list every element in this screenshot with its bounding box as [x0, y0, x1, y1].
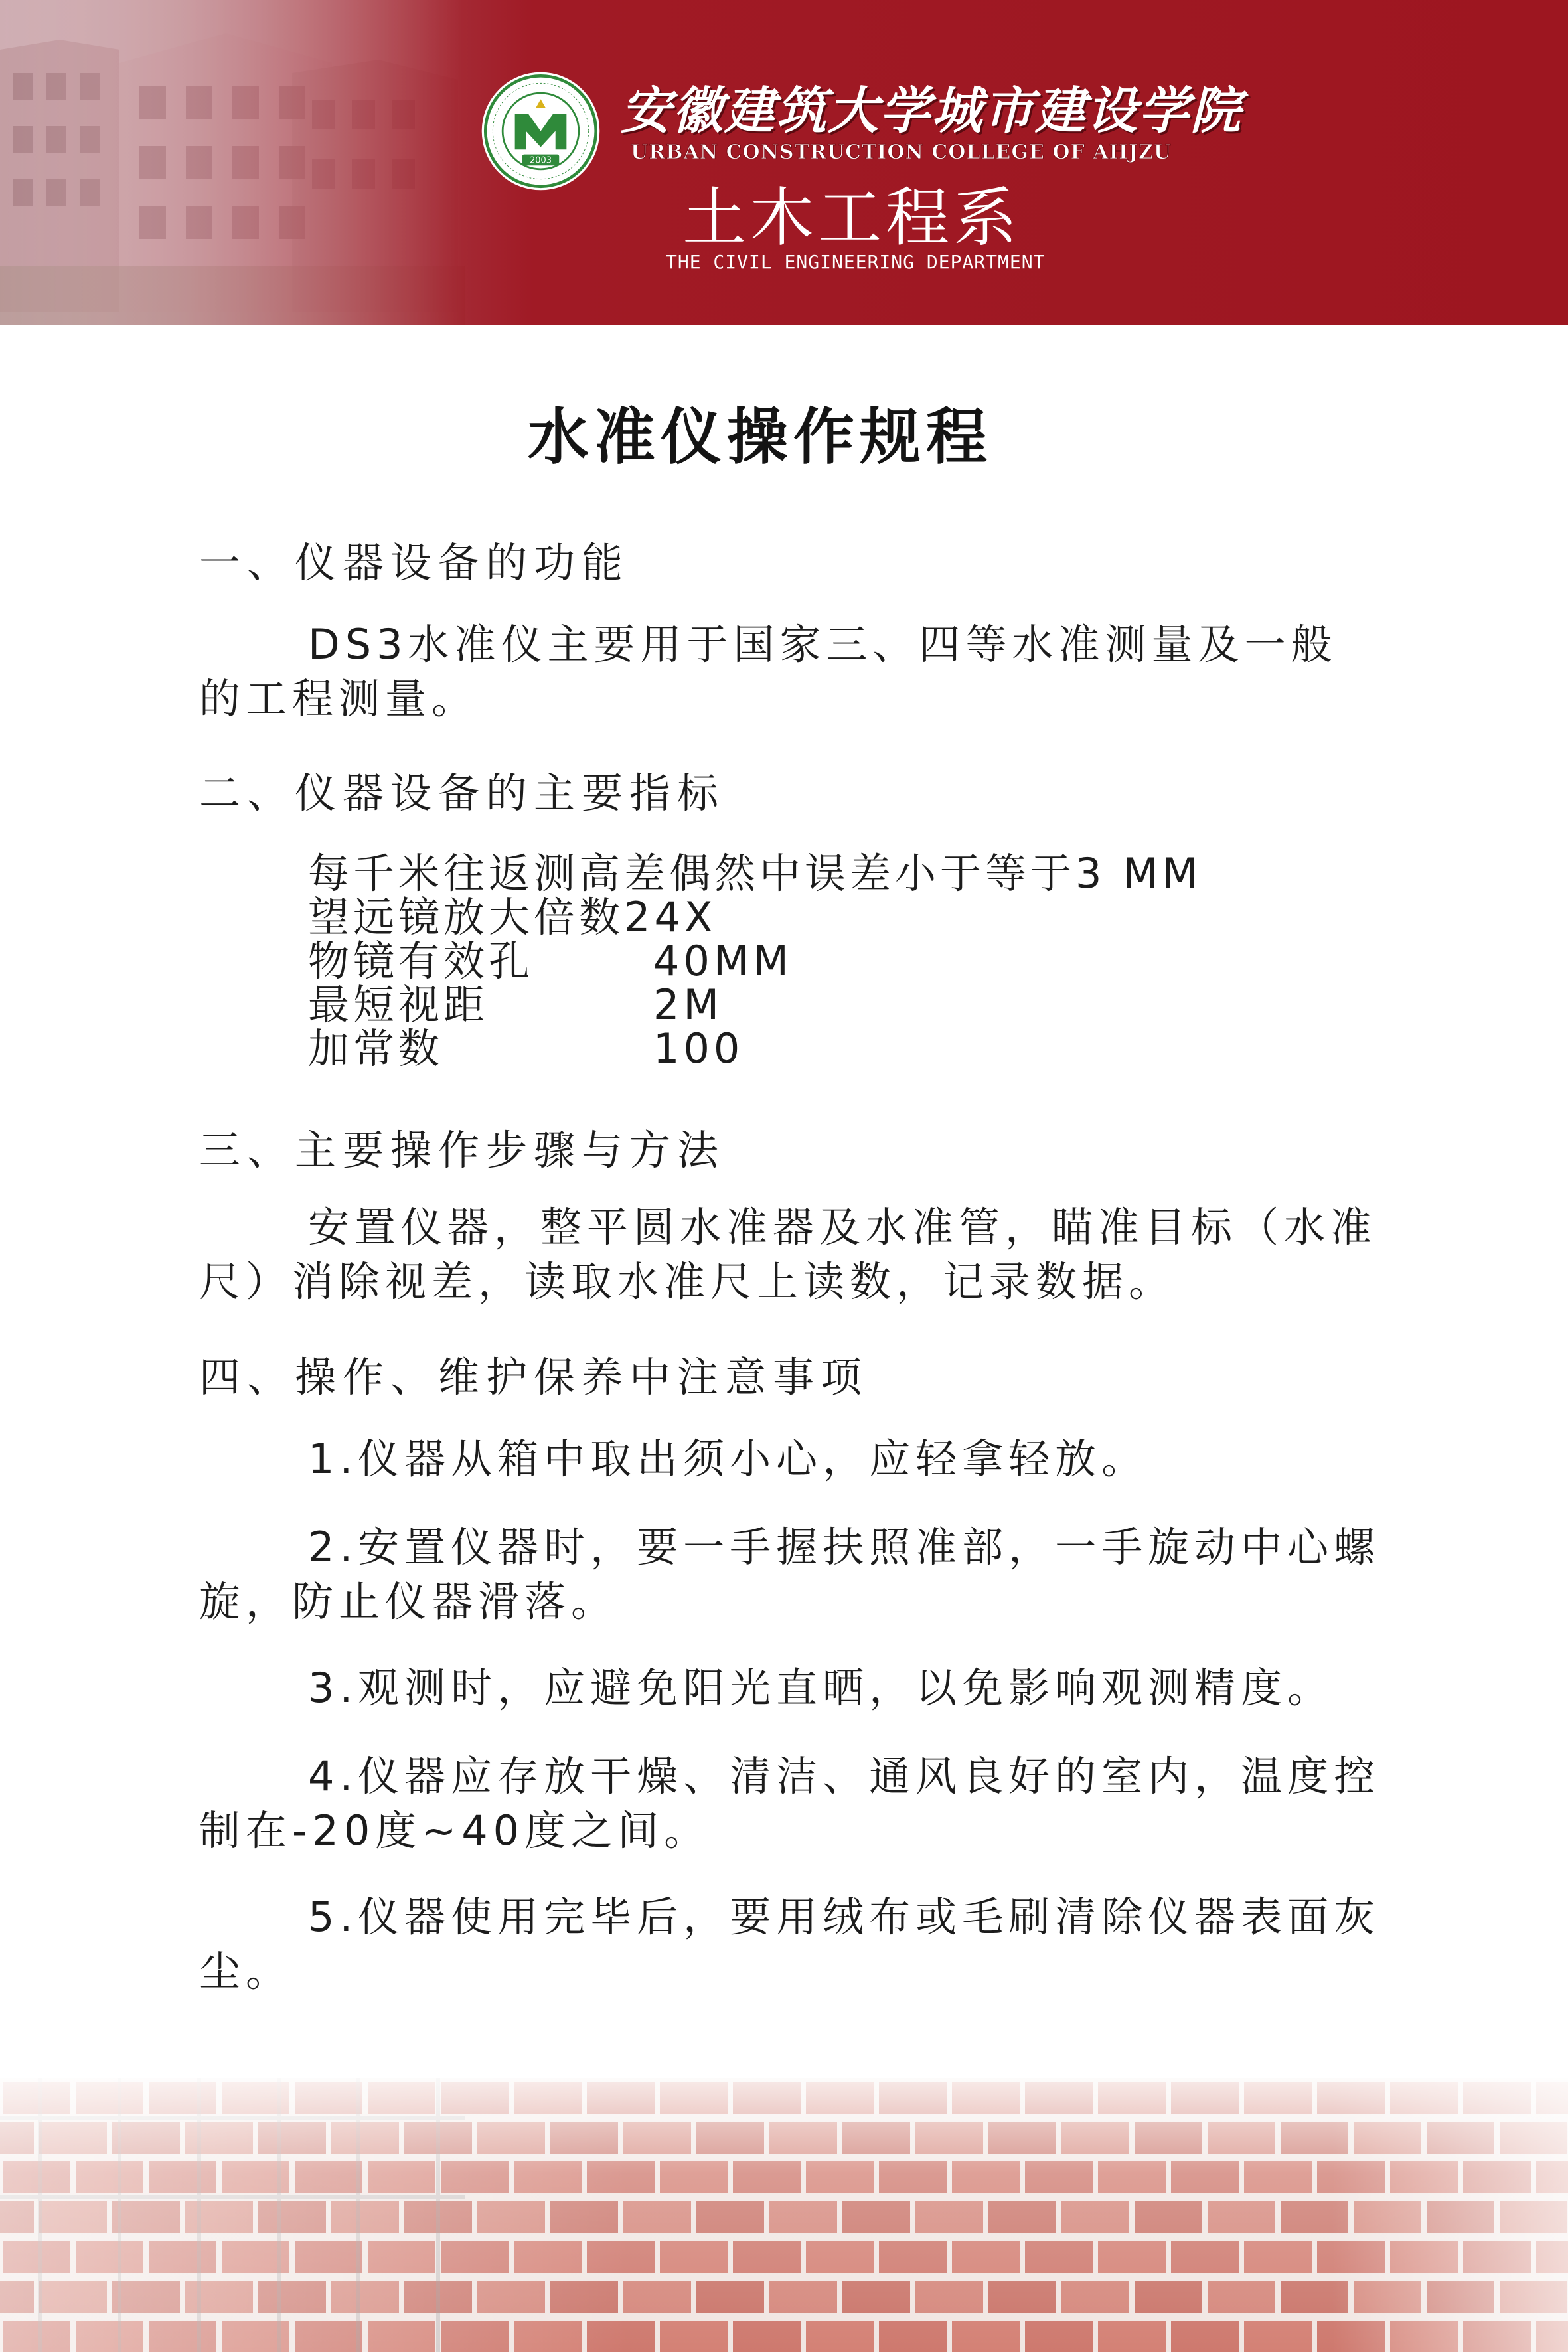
spec-value: 100 — [653, 1024, 744, 1073]
campus-building-photo — [0, 0, 465, 325]
spec-label: 望远镜放大倍数24X — [308, 893, 717, 941]
spec-row-3 — [308, 939, 793, 983]
note-item-4: 4.仪器应存放干燥、清洁、通风良好的室内，温度控制在-20度~40度之间。 — [199, 1752, 1381, 1855]
spec-label: 物镜有效孔 — [308, 937, 534, 985]
spec-row-1 — [308, 849, 1202, 898]
section-heading-2: 二、仪器设备的主要指标 — [199, 769, 726, 817]
spec-row-4 — [308, 980, 723, 1029]
logo-year: 2003 — [530, 155, 552, 166]
note-item-1: 1.仪器从箱中取出须小心，应轻拿轻放。 — [308, 1435, 1148, 1483]
section-1-paragraph: DS3水准仪主要用于国家三、四等水准测量及一般的工程测量。 — [199, 620, 1338, 723]
spec-row-2 — [308, 893, 717, 941]
section-heading-1: 一、仪器设备的功能 — [199, 538, 630, 587]
spec-row-5 — [308, 1024, 744, 1073]
note-item-3: 3.观测时，应避免阳光直晒，以免影响观测精度。 — [308, 1664, 1334, 1712]
spec-value: 2M — [653, 980, 723, 1029]
department-name-en: THE CIVIL ENGINEERING DEPARTMENT — [666, 251, 1046, 273]
department-name-cn: 土木工程系 — [682, 181, 1021, 255]
note-item-2: 2.安置仪器时，要一手握扶照准部，一手旋动中心螺旋，防止仪器滑落。 — [199, 1523, 1381, 1626]
spec-label: 加常数 — [308, 1024, 444, 1073]
section-heading-4: 四、操作、维护保养中注意事项 — [199, 1353, 869, 1401]
college-name-en: URBAN CONSTRUCTION COLLEGE OF AHJZU — [631, 141, 1172, 164]
note-item-5: 5.仪器使用完毕后，要用绒布或毛刷清除仪器表面灰尘。 — [199, 1893, 1381, 1996]
document-title: 水准仪操作规程 — [527, 402, 992, 473]
section-heading-3: 三、主要操作步骤与方法 — [199, 1126, 726, 1174]
brick-wall-footer — [0, 2078, 1568, 2352]
college-logo — [479, 70, 602, 193]
spec-label: 最短视距 — [308, 980, 489, 1029]
header-banner — [0, 0, 1568, 325]
section-3-paragraph: 安置仪器，整平圆水准器及水准管，瞄准目标（水准尺）消除视差，读取水准尺上读数，记录数据。 — [199, 1203, 1377, 1306]
college-name-cn: 安徽建筑大学城市建设学院 — [621, 81, 1242, 140]
spec-label: 每千米往返测高差偶然中误差小于等于3 MM — [308, 849, 1202, 898]
spec-value: 40MM — [653, 937, 793, 985]
